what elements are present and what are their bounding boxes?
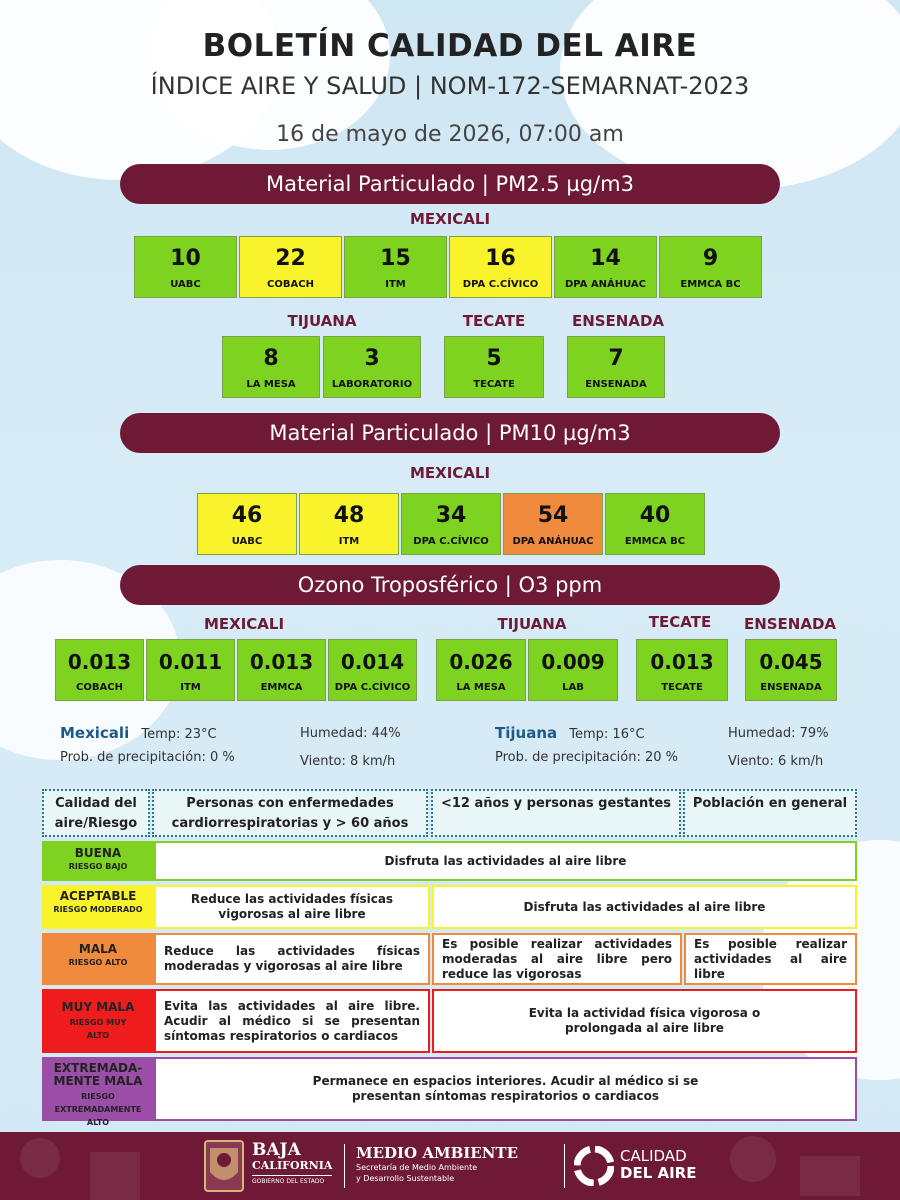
risk-level-buena [42,841,154,881]
station-name: LA MESA [456,682,506,693]
station-name: ENSENADA [760,682,822,693]
station-value: 34 [435,503,467,528]
footer-pattern [730,1136,776,1182]
weather-tijuana-humidity: Humedad: 79% [728,726,829,741]
station-value: 54 [537,503,569,528]
station-value: 8 [263,346,279,371]
dept-subtitle-line2: y Desarrollo Sustentable [356,1174,455,1183]
risk-level-risk: RIESGO ALTO [68,958,128,967]
risk-level-aceptable [42,885,154,929]
risk-level-risk: RIESGO EXTREMADAMENTE ALTO [54,1092,142,1127]
station-name: DPA C.CÍVICO [462,279,539,290]
footer-bar [0,1132,900,1200]
weather-mexicali-wind: Viento: 8 km/h [300,754,396,769]
risk-level-name: MUY MALA [61,1000,135,1014]
station-tile [554,236,657,298]
o3-ensenada-label: ENSENADA [743,615,837,633]
advice-mala-general: Es posible realizar actividades al aire libre [684,933,857,985]
footer-divider [344,1144,345,1188]
station-value: 40 [639,503,671,528]
station-value: 7 [608,346,624,371]
station-tile [197,493,297,555]
state-name-line2: CALIFORNIA [252,1159,333,1172]
station-value: 9 [702,246,719,271]
advice-aceptable-cardio: Reduce las actividades físicas vigorosas al aire libre [154,885,430,929]
risk-level-muy-mala [42,989,154,1053]
advice-mala-cardio: Reduce las actividades físicas moderadas y vigorosas al aire libre [154,933,430,985]
station-value: 16 [485,246,516,271]
risk-level-risk: RIESGO MODERADO [53,905,143,914]
weather-tijuana-wind: Viento: 6 km/h [728,754,824,769]
risk-level-name: BUENA [74,846,122,860]
advice-muy-mala-others: Evita la actividad física vigorosa o prolongada al aire libre [432,989,857,1053]
footer-pattern [90,1152,140,1200]
station-value: 0.009 [541,650,605,674]
station-name: ITM [385,279,406,290]
seal-shape-icon [206,1142,242,1190]
station-tile [328,639,417,701]
pm25-section-header: Material Particulado | PM2.5 µg/m3 [120,164,780,204]
station-name: TECATE [661,682,703,693]
table-header-children: <12 años y personas gestantes [431,789,681,837]
advice-mala-children: Es posible realizar actividades moderadas al aire libre pero reduce las vigorosas [432,933,682,985]
risk-level-risk: RIESGO BAJO [68,862,128,871]
station-tile [503,493,603,555]
pm25-tecate-label: TECATE [462,312,526,330]
station-value: 46 [231,503,263,528]
station-name: UABC [231,536,263,547]
risk-level-mala [42,933,154,985]
station-value: 3 [364,346,380,371]
station-tile [55,639,144,701]
air-quality-logo-icon [574,1146,614,1186]
station-name: DPA C.CÍVICO [413,536,489,547]
pm25-mexicali-label: MEXICALI [409,210,491,228]
station-tile [401,493,501,555]
o3-tecate-label: TECATE [648,613,712,631]
station-value: 0.045 [759,650,823,674]
advice-aceptable-others: Disfruta las actividades al aire libre [432,885,857,929]
footer-pattern [800,1156,860,1196]
state-logo-text [252,1142,332,1188]
footer-divider [564,1144,565,1188]
station-name: LAB [562,682,584,693]
station-tile [567,336,665,398]
o3-section-header: Ozono Troposférico | O3 ppm [120,565,780,605]
advice-muy-mala-cardio: Evita las actividades al aire libre. Acudir al médico si se presentan síntomas respiratorios o cardiacos [154,989,430,1053]
station-tile [636,639,728,701]
station-name: COBACH [267,279,314,290]
advice-buena-all: Disfruta las actividades al aire libre [154,841,857,881]
risk-level-name: ACEPTABLE [59,889,137,903]
risk-level-risk: RIESGO MUY ALTO [69,1018,127,1040]
station-name: EMMCA [260,682,303,693]
weather-mexicali-city: Mexicali [60,724,130,742]
air-quality-logo-text [620,1148,696,1182]
station-name: DPA ANÁHUAC [512,536,594,547]
station-tile [323,336,421,398]
bulletin-date: 16 de mayo de 2026, 07:00 am [276,122,624,147]
weather-mexicali-temp: Temp: 23°C [141,727,217,742]
risk-level-extremadamente-mala [42,1057,154,1127]
station-tile [444,336,544,398]
station-value: 15 [380,246,411,271]
weather-tijuana-temp: Temp: 16°C [569,727,645,742]
station-tile [134,236,237,298]
station-tile [436,639,526,701]
station-name: TECATE [473,379,515,390]
station-name: LABORATORIO [331,379,413,390]
brand-line1: CALIDAD [620,1147,687,1165]
weather-tijuana-precip: Prob. de precipitación: 20 % [495,750,679,765]
station-value: 0.011 [158,650,223,674]
brand-line2: DEL AIRE [620,1164,697,1182]
table-header-risk: Calidad del aire/Riesgo [42,789,150,837]
o3-tijuana-label: TIJUANA [497,615,567,633]
table-header-general: Población en general [683,789,857,837]
station-tile [146,639,235,701]
footer-pattern [20,1138,60,1178]
station-value: 48 [333,503,365,528]
page-title: BOLETÍN CALIDAD DEL AIRE [202,28,698,64]
pm25-tijuana-label: TIJUANA [287,312,357,330]
station-value: 0.013 [650,650,714,674]
state-seal-icon [204,1140,244,1192]
weather-mexicali-humidity: Humedad: 44% [300,726,401,741]
station-value: 0.013 [249,650,314,674]
station-name: EMMCA BC [624,536,686,547]
station-value: 5 [486,346,502,371]
station-name: DPA ANÁHUAC [564,279,647,290]
weather-tijuana-city: Tijuana [495,724,558,742]
state-name-line1: BAJA [252,1140,301,1160]
risk-level-name: EXTREMADA-MENTE MALA [53,1061,143,1088]
dept-logo-text [356,1144,518,1184]
weather-mexicali [60,724,217,742]
station-value: 14 [590,246,621,271]
page-subtitle: ÍNDICE AIRE Y SALUD | NOM-172-SEMARNAT-2023 [150,72,750,100]
weather-mexicali-precip: Prob. de precipitación: 0 % [60,750,235,765]
station-name: COBACH [76,682,123,693]
station-name: DPA C.CÍVICO [334,682,411,693]
station-name: ITM [338,536,360,547]
pm10-section-header: Material Particulado | PM10 µg/m3 [120,413,780,453]
weather-tijuana [495,724,645,742]
station-tile [449,236,552,298]
station-name: ITM [180,682,201,693]
risk-level-name: MALA [78,942,118,956]
station-tile [237,639,326,701]
station-tile [659,236,762,298]
station-tile [222,336,320,398]
station-name: EMMCA BC [680,279,741,290]
table-header-cardio: Personas con enfermedades cardiorrespiratorias y > 60 años [152,789,428,837]
dept-subtitle-line1: Secretaría de Medio Ambiente [356,1163,478,1172]
station-value: 10 [170,246,201,271]
station-name: LA MESA [246,379,296,390]
station-tile [344,236,447,298]
station-tile [745,639,837,701]
pm25-ensenada-label: ENSENADA [571,312,665,330]
station-value: 0.014 [340,650,405,674]
station-tile [528,639,618,701]
pm10-mexicali-label: MEXICALI [409,464,491,482]
station-tile [299,493,399,555]
station-value: 0.013 [67,650,132,674]
station-name: UABC [170,279,201,290]
station-tile [239,236,342,298]
station-value: 0.026 [449,650,513,674]
o3-mexicali-label: MEXICALI [203,615,285,633]
advice-extremadamente-mala-all: Permanece en espacios interiores. Acudir al médico si se presentan síntomas respiratorios o cardiacos [154,1057,857,1121]
station-name: ENSENADA [585,379,647,390]
state-gov-label: GOBIERNO DEL ESTADO [252,1175,332,1188]
station-value: 22 [275,246,306,271]
station-tile [605,493,705,555]
dept-title: MEDIO AMBIENTE [356,1144,519,1162]
